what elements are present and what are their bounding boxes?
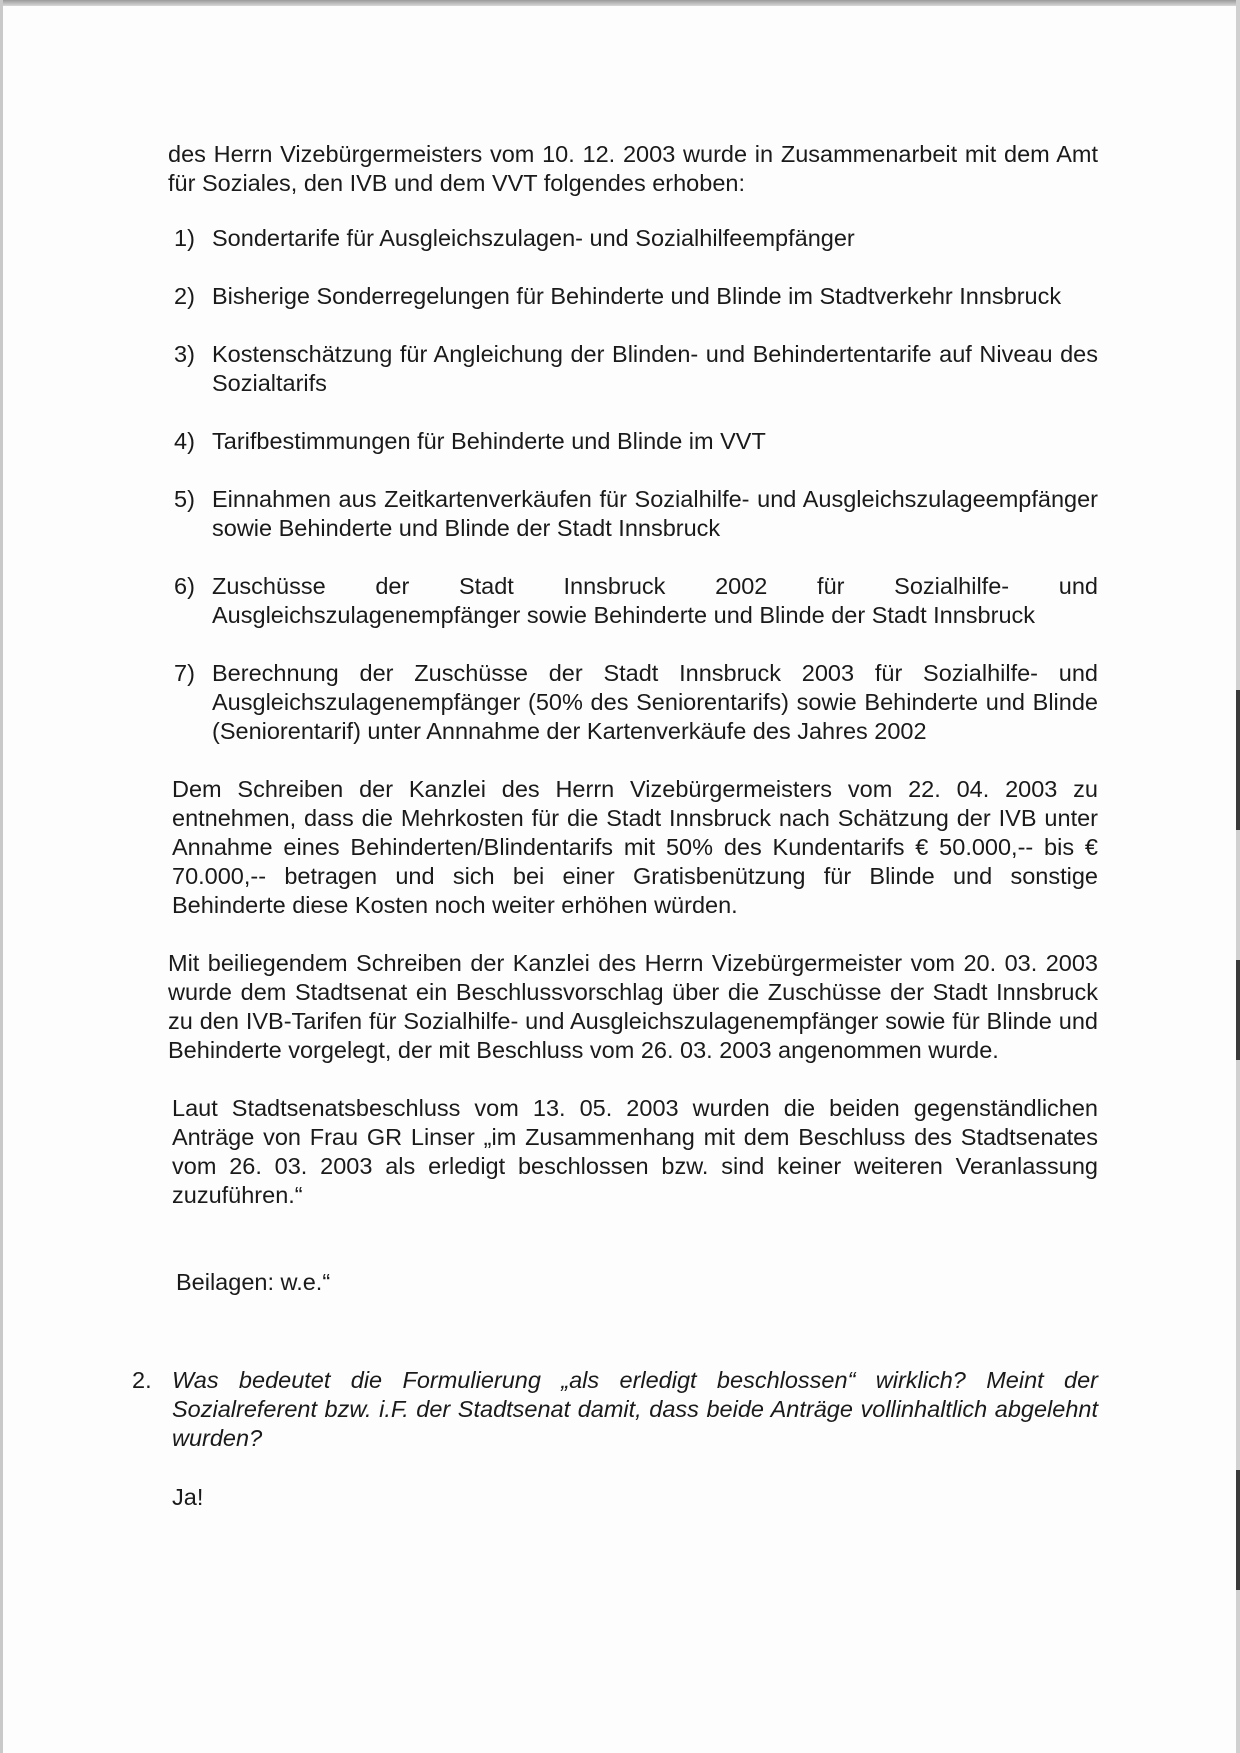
list-item-text: Zuschüsse der Stadt Innsbruck 2002 für Sozialhilfe- und Ausgleichszulagenempfänger sowie Behinderte und Blinde der Stadt Innsbruck bbox=[212, 573, 1098, 628]
paragraph-stadtsenatsbeschluss: Laut Stadtsenatsbeschluss vom 13. 05. 2003 wurden die beiden gegenständlichen Anträge von Frau GR Linser „im Zusammenhang mit dem Beschluss des Stadtsenates vom 26. 03. 2003 als erledigt beschlossen bzw. sind keiner weiteren Veranlassung zuzuführen.“ bbox=[172, 1095, 1098, 1208]
answer-text: Ja! bbox=[172, 1484, 204, 1510]
list-item bbox=[168, 572, 1098, 630]
list-item-number: 6) bbox=[174, 573, 195, 599]
list-item-number: 3) bbox=[174, 341, 195, 367]
question-number: 2. bbox=[132, 1367, 152, 1393]
document-body bbox=[132, 140, 1098, 1512]
list-item-text: Kostenschätzung für Angleichung der Blinden- und Behindertentarife auf Niveau des Sozialtarifs bbox=[212, 341, 1098, 396]
list-item bbox=[168, 224, 1098, 253]
list-item-number: 2) bbox=[174, 283, 195, 309]
list-item bbox=[168, 659, 1098, 746]
list-item-text: Einnahmen aus Zeitkartenverkäufen für Sozialhilfe- und Ausgleichszulageempfänger sowie Behinderte und Blinde der Stadt Innsbruck bbox=[212, 486, 1098, 541]
intro-paragraph: des Herrn Vizebürgermeisters vom 10. 12. 2003 wurde in Zusammenarbeit mit dem Amt für Soziales, den IVB und dem VVT folgendes erhoben: bbox=[168, 141, 1098, 196]
list-item bbox=[168, 282, 1098, 311]
list-item-text: Bisherige Sonderregelungen für Behinderte und Blinde im Stadtverkehr Innsbruck bbox=[212, 283, 1062, 309]
scan-edge-mark bbox=[1236, 1470, 1240, 1590]
list-item bbox=[168, 427, 1098, 456]
list-item-text: Tarifbestimmungen für Behinderte und Blinde im VVT bbox=[212, 428, 766, 454]
numbered-list bbox=[168, 224, 1098, 746]
list-item-number: 7) bbox=[174, 660, 195, 686]
list-item-number: 4) bbox=[174, 428, 195, 454]
paragraph-beschlussvorschlag: Mit beiliegendem Schreiben der Kanzlei des Herrn Vizebürgermeister vom 20. 03. 2003 wurde dem Stadtsenat ein Beschlussvorschlag über die Zuschüsse der Stadt Innsbruck zu den IVB-Tarifen für Sozialhilfe- und Ausgleichszulagenempfänger sowie für Blinde und Behinderte vorgelegt, der mit Beschluss vom 26. 03. 2003 angenommen wurde. bbox=[168, 950, 1098, 1063]
list-item-text: Sondertarife für Ausgleichszulagen- und Sozialhilfeempfänger bbox=[212, 225, 855, 251]
list-item bbox=[168, 340, 1098, 398]
question-block bbox=[132, 1366, 1098, 1453]
scan-top-edge bbox=[0, 0, 1240, 6]
scan-edge-mark bbox=[1236, 690, 1240, 830]
scan-edge-mark bbox=[1236, 960, 1240, 1060]
scan-left-edge bbox=[0, 0, 3, 1753]
list-item-number: 1) bbox=[174, 225, 195, 251]
list-item-text: Berechnung der Zuschüsse der Stadt Innsbruck 2003 für Sozialhilfe- und Ausgleichszulagenempfänger (50% des Seniorentarifs) sowie Behinderte und Blinde (Seniorentarif) unter Annnahme der Kartenverkäufe des Jahres 2002 bbox=[212, 660, 1098, 744]
list-item-number: 5) bbox=[174, 486, 195, 512]
paragraph-mehrkosten: Dem Schreiben der Kanzlei des Herrn Vizebürgermeisters vom 22. 04. 2003 zu entnehmen, dass die Mehrkosten für die Stadt Innsbruck nach Schätzung der IVB unter Annahme eines Behinderten/Blindentarifs mit 50% des Kundentarifs € 50.000,-- bis € 70.000,-- betragen und sich bei einer Gratisbenützung für Blinde und sonstige Behinderte diese Kosten noch weiter erhöhen würden. bbox=[172, 776, 1098, 918]
beilagen-line: Beilagen: w.e.“ bbox=[176, 1269, 331, 1295]
list-item bbox=[168, 485, 1098, 543]
question-text: Was bedeutet die Formulierung „als erledigt beschlossen“ wirklich? Meint der Sozialreferent bzw. i.F. der Stadtsenat damit, dass beide Anträge vollinhaltlich abgelehnt wurden? bbox=[172, 1367, 1098, 1451]
